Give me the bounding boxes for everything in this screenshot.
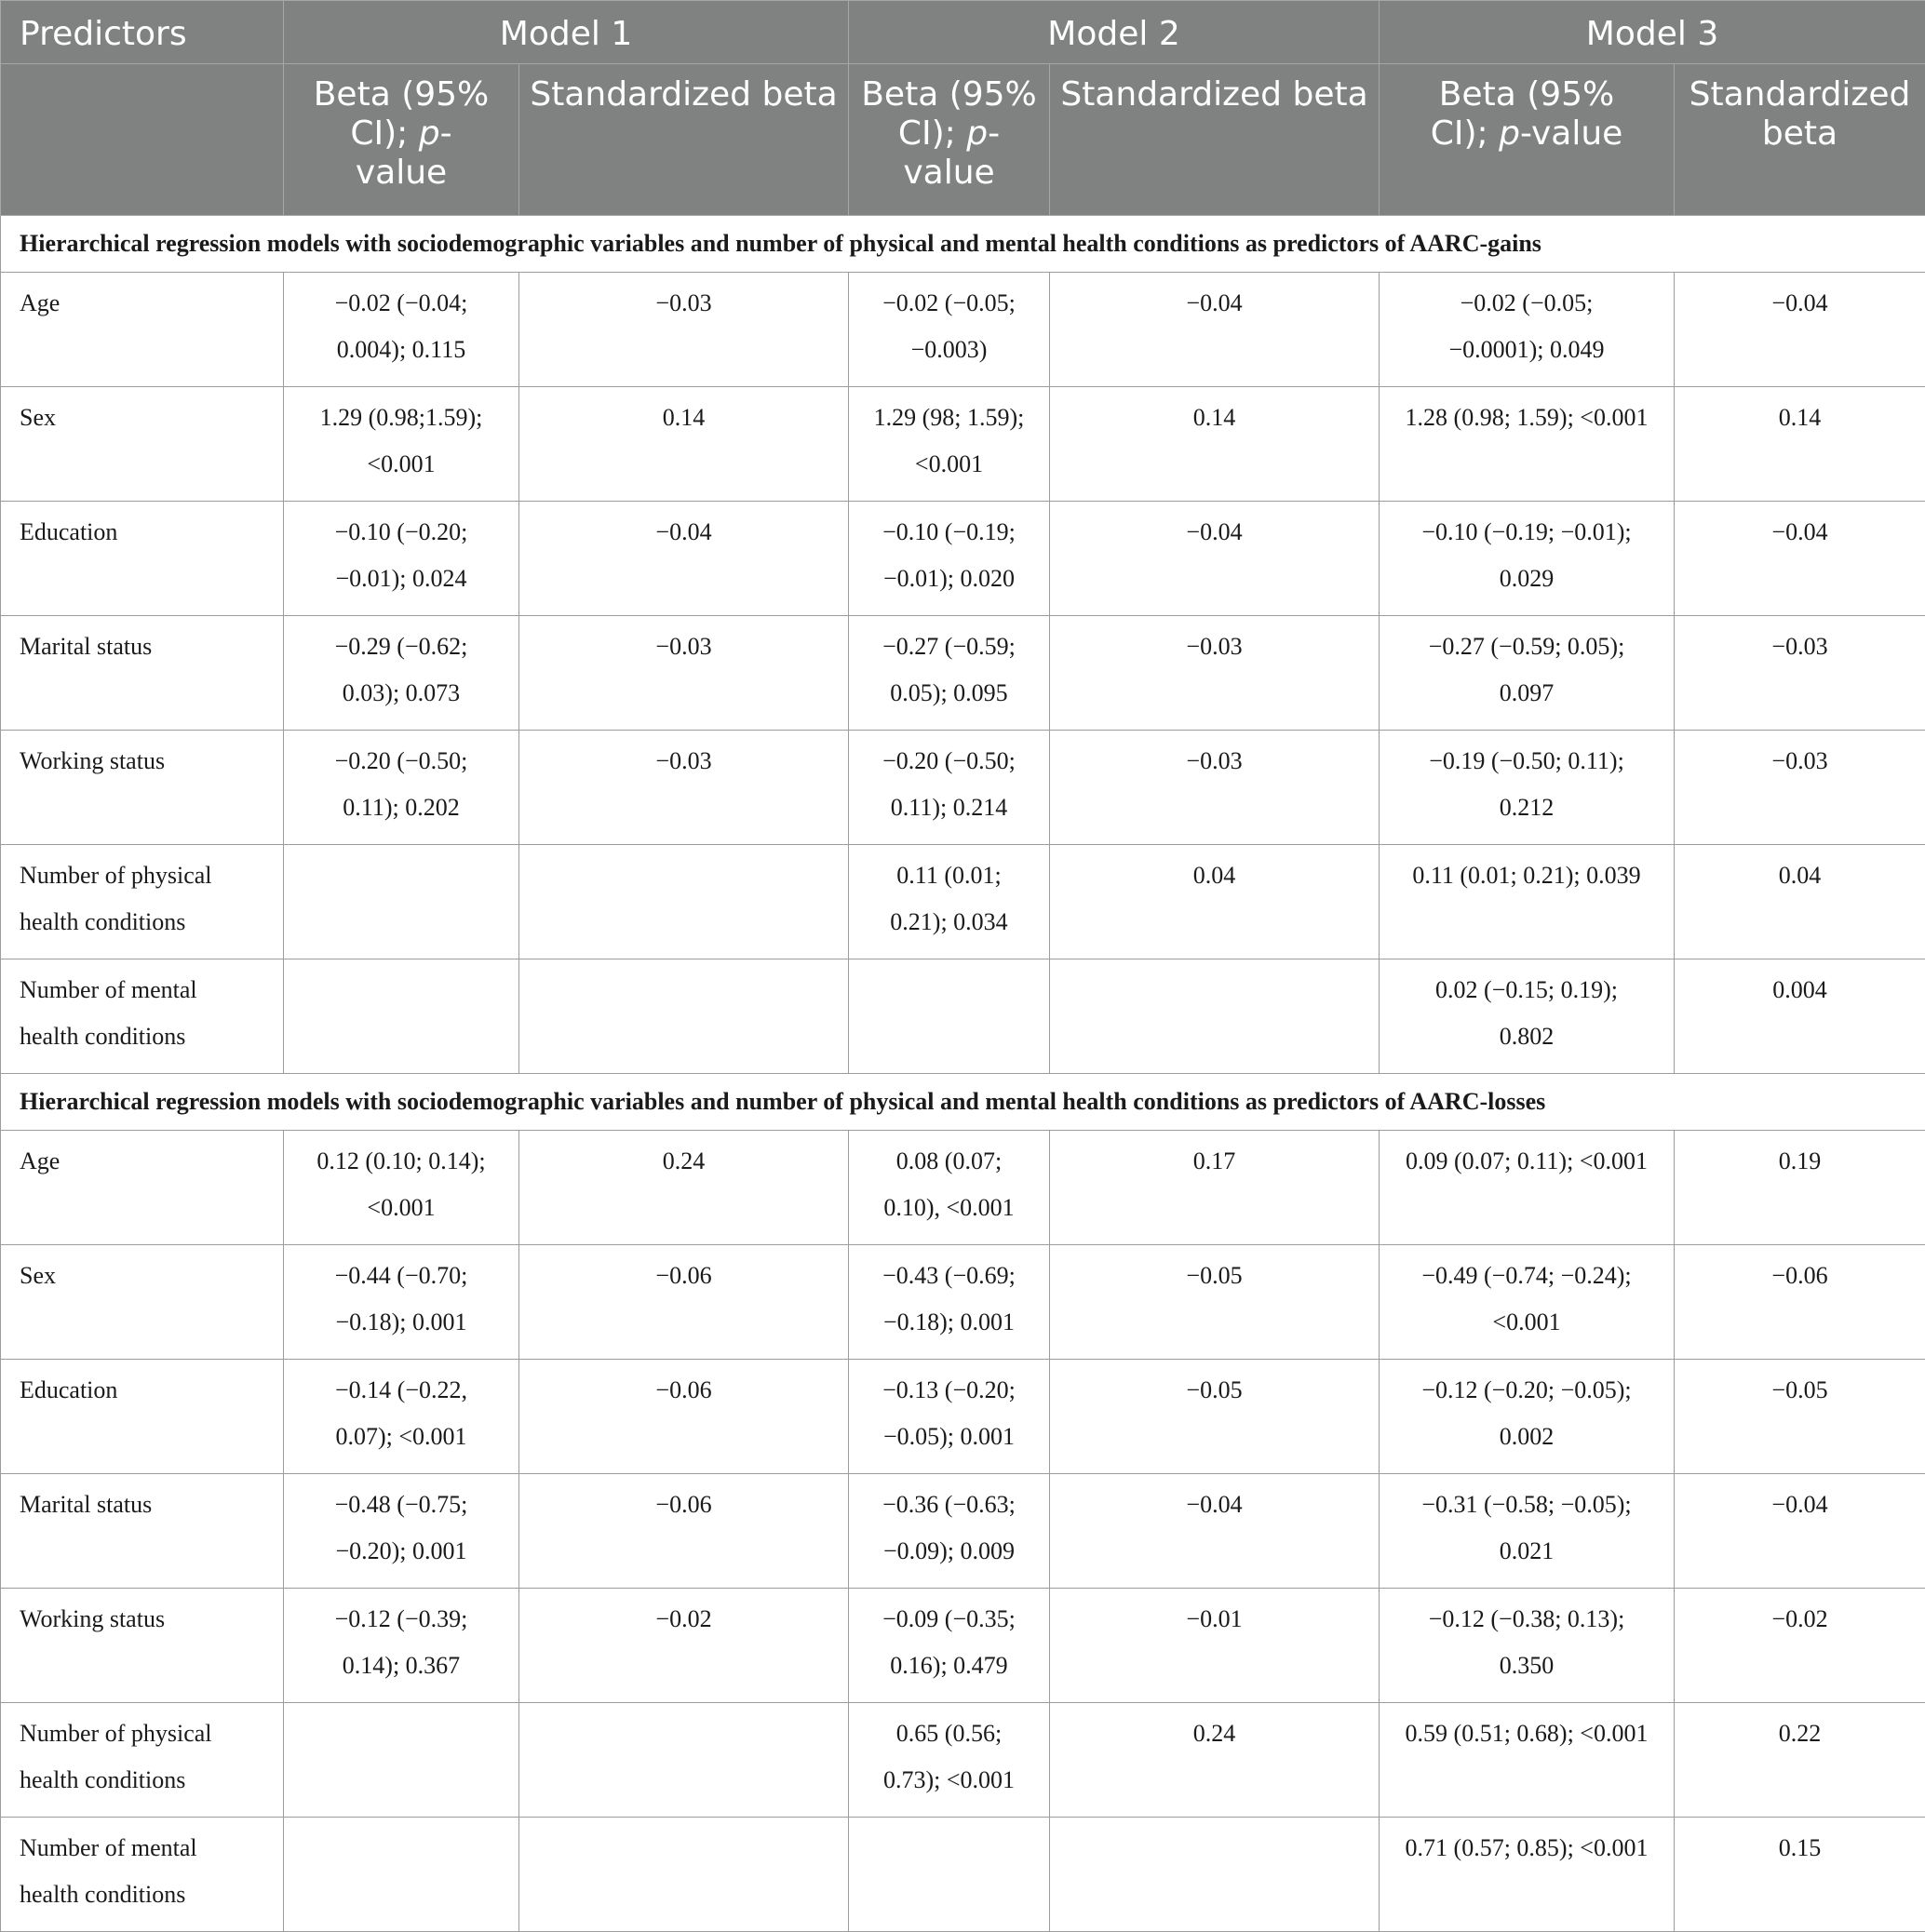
model-3-beta-cell xyxy=(1380,1589,1675,1703)
model-2-beta-cell xyxy=(849,1360,1050,1474)
cell-line: −0.14 (−0.22, xyxy=(301,1367,502,1414)
cell-line: −0.01); 0.020 xyxy=(866,556,1032,602)
cell-line: −0.12 (−0.38; 0.13); xyxy=(1396,1596,1657,1643)
model-1-std-cell: −0.03 xyxy=(519,731,849,845)
model-2-std-cell: −0.05 xyxy=(1050,1360,1380,1474)
cell-line: −0.0001); 0.049 xyxy=(1396,327,1657,373)
model-3-std-cell: 0.004 xyxy=(1675,959,1925,1074)
model-2-std-header: Standardized beta xyxy=(1050,64,1380,216)
table-row xyxy=(1,1131,1925,1245)
cell-line: 0.21); 0.034 xyxy=(866,899,1032,946)
model-2-beta-cell xyxy=(849,273,1050,387)
predictor-cell xyxy=(1,1474,284,1589)
cell-line: −0.36 (−0.63; xyxy=(866,1482,1032,1528)
model-1-beta-cell xyxy=(284,1245,519,1360)
model-1-beta-cell xyxy=(284,845,519,959)
cell-line: 0.021 xyxy=(1396,1528,1657,1575)
model-3-std-cell: −0.02 xyxy=(1675,1589,1925,1703)
model-3-beta-cell xyxy=(1380,1474,1675,1589)
cell-line: Number of physical xyxy=(20,1711,266,1757)
cell-line: 0.07); <0.001 xyxy=(301,1414,502,1460)
cell-line: 0.11); 0.202 xyxy=(301,785,502,831)
predictor-cell xyxy=(1,1818,284,1932)
model-1-beta-cell xyxy=(284,959,519,1074)
model-3-header: Model 3 xyxy=(1380,1,1925,64)
predictor-cell xyxy=(1,959,284,1074)
model-3-beta-cell xyxy=(1380,845,1675,959)
cell-line: Sex xyxy=(20,395,266,441)
table-row xyxy=(1,502,1925,616)
model-2-std-cell xyxy=(1050,959,1380,1074)
model-3-std-cell: −0.04 xyxy=(1675,273,1925,387)
model-3-beta-cell xyxy=(1380,1131,1675,1245)
cell-line: −0.20 (−0.50; xyxy=(301,738,502,785)
model-3-std-cell: −0.05 xyxy=(1675,1360,1925,1474)
model-1-beta-cell xyxy=(284,1589,519,1703)
cell-line: −0.44 (−0.70; xyxy=(301,1253,502,1299)
table-row xyxy=(1,1703,1925,1818)
cell-line: 0.802 xyxy=(1396,1013,1657,1060)
cell-line: health conditions xyxy=(20,899,266,946)
cell-line: −0.18); 0.001 xyxy=(866,1299,1032,1346)
cell-line: −0.003) xyxy=(866,327,1032,373)
model-3-beta-cell xyxy=(1380,959,1675,1074)
table-row xyxy=(1,1360,1925,1474)
model-1-header: Model 1 xyxy=(284,1,849,64)
table-row xyxy=(1,845,1925,959)
model-1-std-cell: −0.03 xyxy=(519,273,849,387)
predictor-cell xyxy=(1,387,284,502)
model-3-std-cell: 0.22 xyxy=(1675,1703,1925,1818)
cell-line: −0.02 (−0.05; xyxy=(1396,280,1657,327)
cell-line: 0.16); 0.479 xyxy=(866,1643,1032,1689)
cell-line: −0.48 (−0.75; xyxy=(301,1482,502,1528)
table-row xyxy=(1,387,1925,502)
model-2-std-cell: −0.04 xyxy=(1050,502,1380,616)
model-2-std-cell xyxy=(1050,1818,1380,1932)
cell-line: −0.20); 0.001 xyxy=(301,1528,502,1575)
model-1-beta-cell xyxy=(284,273,519,387)
model-3-beta-cell xyxy=(1380,1818,1675,1932)
cell-line: −0.02 (−0.04; xyxy=(301,280,502,327)
cell-line: 0.002 xyxy=(1396,1414,1657,1460)
model-1-beta-cell xyxy=(284,502,519,616)
cell-line: Number of physical xyxy=(20,852,266,899)
model-3-beta-cell xyxy=(1380,731,1675,845)
cell-line: 0.08 (0.07; xyxy=(866,1138,1032,1185)
cell-line: Age xyxy=(20,280,266,327)
cell-line: −0.05); 0.001 xyxy=(866,1414,1032,1460)
model-2-beta-cell xyxy=(849,959,1050,1074)
model-3-std-cell: −0.03 xyxy=(1675,616,1925,731)
cell-line: 0.73); <0.001 xyxy=(866,1757,1032,1804)
model-2-beta-cell xyxy=(849,387,1050,502)
model-2-beta-cell xyxy=(849,1131,1050,1245)
table-body xyxy=(1,216,1925,1932)
model-2-std-cell: −0.03 xyxy=(1050,616,1380,731)
cell-line: <0.001 xyxy=(1396,1299,1657,1346)
cell-line: health conditions xyxy=(20,1872,266,1918)
cell-line: Working status xyxy=(20,738,266,785)
model-1-std-cell xyxy=(519,845,849,959)
model-3-beta-cell xyxy=(1380,502,1675,616)
cell-line: 0.59 (0.51; 0.68); <0.001 xyxy=(1396,1711,1657,1757)
cell-line: Marital status xyxy=(20,1482,266,1528)
model-1-beta-cell xyxy=(284,1131,519,1245)
table-row xyxy=(1,1589,1925,1703)
model-1-beta-cell xyxy=(284,1474,519,1589)
predictor-cell xyxy=(1,731,284,845)
table-row xyxy=(1,1474,1925,1589)
model-1-std-header: Standardized beta xyxy=(519,64,849,216)
cell-line: <0.001 xyxy=(866,441,1032,488)
model-3-std-cell: 0.19 xyxy=(1675,1131,1925,1245)
model-2-std-cell: 0.14 xyxy=(1050,387,1380,502)
predictor-cell xyxy=(1,1703,284,1818)
model-2-beta-cell xyxy=(849,1474,1050,1589)
cell-line: 0.11); 0.214 xyxy=(866,785,1032,831)
model-2-beta-cell xyxy=(849,1245,1050,1360)
model-2-std-cell: 0.24 xyxy=(1050,1703,1380,1818)
predictor-cell xyxy=(1,845,284,959)
model-2-std-cell: 0.04 xyxy=(1050,845,1380,959)
model-3-std-cell: 0.14 xyxy=(1675,387,1925,502)
predictor-cell xyxy=(1,1589,284,1703)
cell-line: −0.43 (−0.69; xyxy=(866,1253,1032,1299)
model-1-std-cell: 0.14 xyxy=(519,387,849,502)
model-2-std-cell: −0.04 xyxy=(1050,273,1380,387)
cell-line: −0.13 (−0.20; xyxy=(866,1367,1032,1414)
cell-line: 0.004); 0.115 xyxy=(301,327,502,373)
model-1-std-cell: −0.06 xyxy=(519,1245,849,1360)
cell-line: −0.18); 0.001 xyxy=(301,1299,502,1346)
predictor-cell xyxy=(1,1360,284,1474)
cell-line: −0.27 (−0.59; 0.05); xyxy=(1396,624,1657,670)
cell-line: 0.03); 0.073 xyxy=(301,670,502,717)
cell-line: −0.10 (−0.20; xyxy=(301,509,502,556)
table-row xyxy=(1,959,1925,1074)
cell-line: −0.10 (−0.19; −0.01); xyxy=(1396,509,1657,556)
cell-line: −0.20 (−0.50; xyxy=(866,738,1032,785)
model-1-std-cell xyxy=(519,1703,849,1818)
model-3-std-cell: −0.04 xyxy=(1675,1474,1925,1589)
model-2-header: Model 2 xyxy=(849,1,1380,64)
model-3-std-cell: −0.03 xyxy=(1675,731,1925,845)
cell-line: 0.14); 0.367 xyxy=(301,1643,502,1689)
cell-line: −0.12 (−0.39; xyxy=(301,1596,502,1643)
section-title: Hierarchical regression models with sociodemographic variables and number of physical and mental health conditions as predictors of AARC-losses xyxy=(1,1074,1925,1131)
model-3-beta-cell xyxy=(1380,1245,1675,1360)
model-3-beta-cell xyxy=(1380,1360,1675,1474)
model-1-std-cell: 0.24 xyxy=(519,1131,849,1245)
model-2-beta-cell xyxy=(849,1589,1050,1703)
cell-line: 0.02 (−0.15; 0.19); xyxy=(1396,967,1657,1013)
cell-line: 0.65 (0.56; xyxy=(866,1711,1032,1757)
model-3-beta-cell xyxy=(1380,616,1675,731)
model-1-beta-cell xyxy=(284,616,519,731)
model-3-beta-cell xyxy=(1380,387,1675,502)
cell-line: <0.001 xyxy=(301,1185,502,1231)
cell-line: Education xyxy=(20,1367,266,1414)
model-1-beta-cell xyxy=(284,1818,519,1932)
model-2-std-cell: 0.17 xyxy=(1050,1131,1380,1245)
cell-line: Number of mental xyxy=(20,1825,266,1872)
section-header-row xyxy=(1,1074,1925,1131)
model-2-beta-cell xyxy=(849,616,1050,731)
model-1-std-cell xyxy=(519,959,849,1074)
cell-line: 0.12 (0.10; 0.14); xyxy=(301,1138,502,1185)
cell-line: 0.212 xyxy=(1396,785,1657,831)
cell-line: −0.02 (−0.05; xyxy=(866,280,1032,327)
cell-line: −0.27 (−0.59; xyxy=(866,624,1032,670)
model-1-std-cell: −0.06 xyxy=(519,1474,849,1589)
model-3-beta-cell xyxy=(1380,1703,1675,1818)
model-1-std-cell: −0.04 xyxy=(519,502,849,616)
cell-line: −0.49 (−0.74; −0.24); xyxy=(1396,1253,1657,1299)
model-1-beta-header: Beta (95% CI); p-value xyxy=(284,64,519,216)
cell-line: Marital status xyxy=(20,624,266,670)
predictor-cell xyxy=(1,1131,284,1245)
table-row xyxy=(1,1245,1925,1360)
model-1-std-cell: −0.03 xyxy=(519,616,849,731)
cell-line: −0.09 (−0.35; xyxy=(866,1596,1032,1643)
model-3-std-header: Standardized beta xyxy=(1675,64,1925,216)
cell-line: −0.12 (−0.20; −0.05); xyxy=(1396,1367,1657,1414)
cell-line: −0.10 (−0.19; xyxy=(866,509,1032,556)
cell-line: −0.01); 0.024 xyxy=(301,556,502,602)
model-2-std-cell: −0.03 xyxy=(1050,731,1380,845)
cell-line: Age xyxy=(20,1138,266,1185)
model-1-beta-cell xyxy=(284,1360,519,1474)
cell-line: 0.11 (0.01; 0.21); 0.039 xyxy=(1396,852,1657,899)
cell-line: Working status xyxy=(20,1596,266,1643)
model-1-std-cell xyxy=(519,1818,849,1932)
model-2-beta-cell xyxy=(849,1818,1050,1932)
model-2-beta-header: Beta (95% CI); p-value xyxy=(849,64,1050,216)
model-2-beta-cell xyxy=(849,502,1050,616)
model-3-std-cell: 0.04 xyxy=(1675,845,1925,959)
model-1-std-cell: −0.02 xyxy=(519,1589,849,1703)
cell-line: −0.29 (−0.62; xyxy=(301,624,502,670)
cell-line: 0.350 xyxy=(1396,1643,1657,1689)
predictors-subheader-empty xyxy=(1,64,284,216)
cell-line: 0.05); 0.095 xyxy=(866,670,1032,717)
predictors-header: Predictors xyxy=(1,1,284,64)
cell-line: 0.71 (0.57; 0.85); <0.001 xyxy=(1396,1825,1657,1872)
model-2-beta-cell xyxy=(849,845,1050,959)
cell-line: −0.09); 0.009 xyxy=(866,1528,1032,1575)
cell-line: 1.28 (0.98; 1.59); <0.001 xyxy=(1396,395,1657,441)
cell-line: health conditions xyxy=(20,1757,266,1804)
cell-line: 0.09 (0.07; 0.11); <0.001 xyxy=(1396,1138,1657,1185)
cell-line: Number of mental xyxy=(20,967,266,1013)
cell-line: 0.10), <0.001 xyxy=(866,1185,1032,1231)
table-row xyxy=(1,616,1925,731)
cell-line: health conditions xyxy=(20,1013,266,1060)
model-3-beta-header: Beta (95% CI); p-value xyxy=(1380,64,1675,216)
cell-line: 1.29 (0.98;1.59); xyxy=(301,395,502,441)
cell-line: −0.31 (−0.58; −0.05); xyxy=(1396,1482,1657,1528)
model-3-std-cell: −0.04 xyxy=(1675,502,1925,616)
table-row xyxy=(1,273,1925,387)
model-1-beta-cell xyxy=(284,1703,519,1818)
table-header xyxy=(1,1,1925,216)
predictor-cell xyxy=(1,1245,284,1360)
model-3-beta-cell xyxy=(1380,273,1675,387)
model-3-std-cell: 0.15 xyxy=(1675,1818,1925,1932)
cell-line: 0.029 xyxy=(1396,556,1657,602)
model-2-beta-cell xyxy=(849,1703,1050,1818)
model-1-beta-cell xyxy=(284,731,519,845)
model-2-beta-cell xyxy=(849,731,1050,845)
cell-line: 0.11 (0.01; xyxy=(866,852,1032,899)
cell-line: <0.001 xyxy=(301,441,502,488)
model-3-std-cell: −0.06 xyxy=(1675,1245,1925,1360)
model-2-std-cell: −0.04 xyxy=(1050,1474,1380,1589)
model-2-std-cell: −0.05 xyxy=(1050,1245,1380,1360)
cell-line: 1.29 (98; 1.59); xyxy=(866,395,1032,441)
cell-line: 0.097 xyxy=(1396,670,1657,717)
model-1-std-cell: −0.06 xyxy=(519,1360,849,1474)
table-row xyxy=(1,1818,1925,1932)
cell-line: −0.19 (−0.50; 0.11); xyxy=(1396,738,1657,785)
section-title: Hierarchical regression models with sociodemographic variables and number of physical and mental health conditions as predictors of AARC-gains xyxy=(1,216,1925,273)
predictor-cell xyxy=(1,273,284,387)
model-1-beta-cell xyxy=(284,387,519,502)
cell-line: Education xyxy=(20,509,266,556)
predictor-cell xyxy=(1,616,284,731)
table-row xyxy=(1,731,1925,845)
section-header-row xyxy=(1,216,1925,273)
cell-line: Sex xyxy=(20,1253,266,1299)
model-2-std-cell: −0.01 xyxy=(1050,1589,1380,1703)
predictor-cell xyxy=(1,502,284,616)
